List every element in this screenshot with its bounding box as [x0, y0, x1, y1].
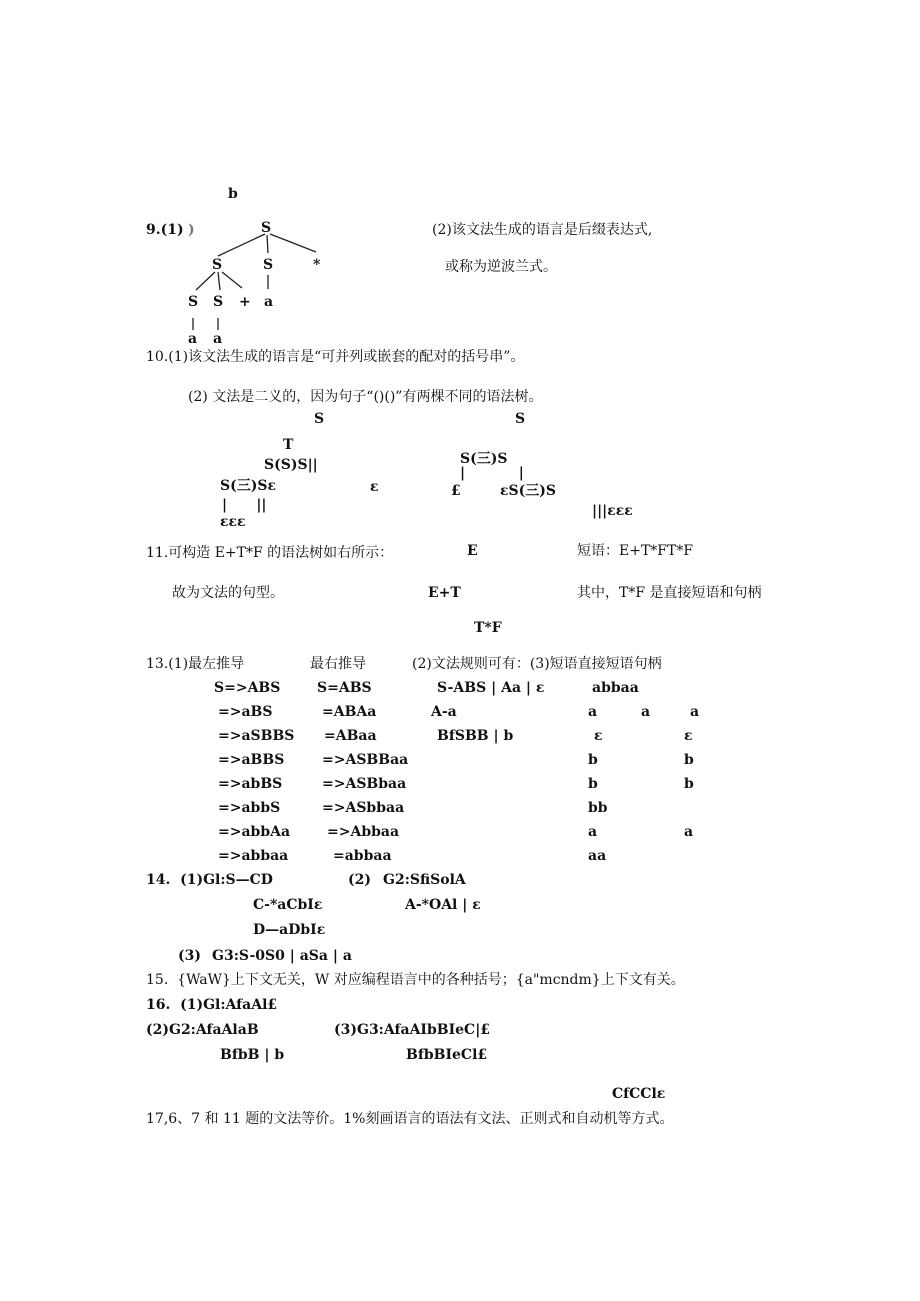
q13-handle: b	[684, 776, 694, 792]
q9-part2-line2: 或称为逆波兰式。	[445, 259, 557, 275]
q10-right-tree-root: S	[515, 411, 526, 427]
q13-leftmost-step: =>abBS	[218, 776, 283, 792]
q16-g3-line1: (3)G3:AfaAIbBIeC|£	[334, 1022, 491, 1038]
q11-line2: 故为文法的句型。	[172, 585, 284, 601]
q13-phrase: b	[588, 776, 598, 792]
q14-g2-label: (2)	[348, 872, 371, 888]
q9-tree-node: a	[264, 294, 274, 310]
q10-part2: (2) 文法是二义的，因为句子“()()”有两棵不同的语法树。	[188, 389, 543, 405]
q9-tree-node: S	[213, 294, 224, 310]
q13-phrase: ε	[594, 728, 603, 744]
q13-handle: a	[684, 824, 694, 840]
q11-et-node: E+T	[428, 585, 461, 601]
q13-leftmost-step: =>abbAa	[218, 824, 291, 840]
q13-phrase: aa	[588, 848, 607, 864]
q15-text: 15. {WaW}上下文无关，W 对应编程语言中的各种括号；{a"mcndm}上下文有关。	[146, 972, 685, 988]
q11-line1: 11.可构造 E+T*F 的语法树如右所示：	[146, 545, 394, 561]
q10-left-tree-line3: | ||	[222, 497, 267, 513]
q13-header-left: 13.(1)最左推导	[146, 656, 245, 672]
q9-edge-root-right	[270, 234, 316, 252]
q9-tree-root: S	[261, 220, 272, 236]
q10-right-tree-pound: £	[451, 483, 461, 499]
q14-g1-line2: C-*aCbIε	[253, 897, 323, 913]
q10-left-tree-line2: S(三)Sε	[220, 478, 276, 494]
q13-leftmost-step: =>aBS	[218, 704, 273, 720]
q13-rightmost-step: S=ABS	[317, 680, 372, 696]
q14-g2-line1: G2:SfiSolA	[383, 872, 466, 888]
q9-edge-s-mid	[218, 272, 220, 290]
q13-phrase: a	[588, 704, 598, 720]
q10-left-tree-root: S	[314, 411, 325, 427]
q16-g2-line2: BfbB | b	[220, 1047, 285, 1063]
q9-tree-node: S	[188, 294, 199, 310]
q14-g1-line1: 14. (1)Gl:S—CD	[146, 872, 273, 888]
q9-tree-node: S	[212, 257, 223, 273]
q10-right-tree-line2: | |	[460, 465, 524, 481]
q14-g3-rule: G3:S-0S0 | aSa | a	[212, 948, 352, 964]
q13-header-right: (2)文法规则可有：(3)短语直接短语句柄	[412, 656, 662, 672]
q13-leftmost-step: =>abbS	[218, 800, 281, 816]
q16-line1: 16. (1)Gl:AfaAl£	[146, 997, 278, 1013]
q14-g3-label: (3)	[178, 948, 201, 964]
q13-rightmost-step: =ABaa	[324, 728, 377, 744]
q14-g2-line2: A-*OAl | ε	[405, 897, 481, 913]
q13-rule: BfSBB | b	[437, 728, 514, 744]
q9-edge-s-left	[196, 272, 215, 290]
q10-part1: 10.(1)该文法生成的语言是“可并列或嵌套的配对的括号串”。	[146, 349, 525, 365]
q11-handle: 其中，T*F 是直接短语和句柄	[577, 585, 762, 601]
q13-rightmost-step: =>ASBbaa	[322, 776, 407, 792]
q9-tree-node: +	[239, 294, 251, 310]
q13-rightmost-step: =abbaa	[333, 848, 392, 864]
q10-left-tree-line1: S(S)S||	[264, 457, 318, 473]
q13-rule: A-a	[431, 704, 457, 720]
q11-phrase: 短语：E+T*FT*F	[577, 543, 694, 559]
q13-handle: ε	[684, 728, 693, 744]
q13-phrase: b	[588, 752, 598, 768]
q9-b-label: b	[228, 186, 238, 202]
q13-phrase: a	[588, 824, 598, 840]
q13-rightmost-step: =>ASBBaa	[322, 752, 409, 768]
q9-edge-root-mid	[267, 235, 268, 253]
q9-tree-node: S	[263, 257, 274, 273]
q9-paren: )	[188, 222, 195, 238]
q9-edge-s-right	[222, 272, 242, 288]
q13-leftmost-step: S=>ABS	[214, 680, 281, 696]
q11-tf-node: T*F	[474, 620, 502, 636]
q10-left-tree-eps: ε	[370, 479, 379, 495]
q10-right-tree-line3: εS(三)S	[500, 483, 556, 499]
q14-g1-line3: D—aDbIε	[253, 922, 326, 938]
q13-phrase: abbaa	[592, 680, 639, 696]
q13-leftmost-step: =>aBBS	[218, 752, 285, 768]
q16-g2-line1: (2)G2:AfaAlaB	[146, 1022, 259, 1038]
q9-tree-node: a	[188, 331, 198, 347]
q9-number: 9.(1)	[146, 222, 184, 238]
q13-handle: a	[690, 704, 700, 720]
q13-rightmost-step: =>ASbbaa	[322, 800, 405, 816]
q13-leftmost-step: =>aSBBS	[218, 728, 295, 744]
q16-g3-line3: CfCClε	[612, 1086, 666, 1102]
q9-edge-root-left	[218, 234, 265, 256]
q13-rule: S-ABS | Aa | ε	[437, 680, 545, 696]
q9-tree-node: a	[213, 331, 223, 347]
q13-leftmost-step: =>abbaa	[218, 848, 289, 864]
q13-handle: b	[684, 752, 694, 768]
q17-text: 17,6、7 和 11 题的文法等价。1%刻画语言的语法有文法、正则式和自动机等方式。	[146, 1111, 674, 1127]
q10-left-tree-line4: εεε	[220, 514, 246, 530]
q10-right-tree-line1: S(三)S	[460, 451, 508, 467]
q13-header-mid: 最右推导	[310, 656, 366, 672]
q13-rightmost-step: =ABAa	[322, 704, 377, 720]
q9-part2-line1: (2)该文法生成的语言是后缀表达式,	[432, 222, 653, 238]
q13-phrase: bb	[588, 800, 608, 816]
q16-g3-line2: BfbBIeCl£	[406, 1047, 488, 1063]
q13-direct-phrase: a	[641, 704, 651, 720]
q9-tree-node: *	[313, 257, 321, 273]
q10-right-tree-line4: |||εεε	[592, 503, 633, 519]
q13-rightmost-step: =>Abbaa	[327, 824, 400, 840]
q10-left-tree-t: T	[283, 437, 294, 453]
q11-e-node: E	[467, 543, 478, 559]
